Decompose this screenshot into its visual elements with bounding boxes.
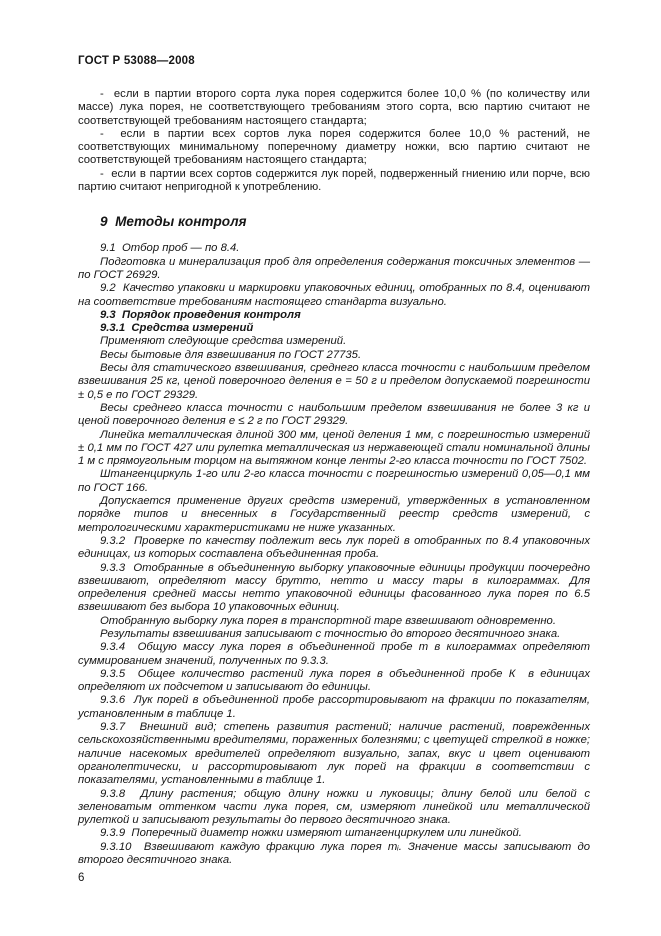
intro-paragraphs bbox=[78, 88, 590, 194]
paragraph: 9.3.9 Поперечный диаметр ножки измеряют штангенциркулем или линейкой. bbox=[100, 827, 522, 840]
paragraph: Весы для статического взвешивания, среднего класса точности с наибольшим пределом взвешивания 25 кг, ценой поверочного деления е = 50 г и пределом допускаемой погрешности ± 0,5 е по ГОСТ 29329. bbox=[78, 362, 590, 401]
section-paragraphs bbox=[78, 242, 590, 867]
paragraph: 9.3.8 Длину растения; общую длину ножки и луковицы; длину белой или белой с зеленоватым оттенком части лука порея, см, измеряют линейкой или металлической рулеткой и записывают результаты до первого десятичного знака. bbox=[78, 787, 590, 827]
paragraph: 9.3 Порядок проведения контроля bbox=[100, 308, 301, 321]
paragraph: 9.3.2 Проверке по качеству подлежит весь лук порей в отобранных по 8.4 упаковочных единицах, из которых составлена объединенная проба. bbox=[78, 534, 590, 561]
paragraph: 9.3.6 Лук порей в объединенной пробе рассортировывают на фракции по показателям, установленным в таблице 1. bbox=[78, 694, 590, 720]
document-content bbox=[78, 55, 590, 867]
paragraph: - если в партии всех сортов содержится лук порей, подверженный гниению или порче, всю партию считают непригодной к употреблению. bbox=[78, 167, 590, 194]
paragraph: 9.3.7 Внешний вид; степень развития растений; наличие растений, поврежденных сельскохозяйственными вредителями, пораженных болезнями; с цветущей стрелкой в ножке; наличие насекомых вредителей определяют визуально, запах, вкус и цвет оценивают органолептически, и рассортировывают лук порей на фракции в соответствии с показателями, установленными в таблице 1. bbox=[78, 721, 590, 787]
paragraph: Весы среднего класса точности с наибольшим пределом взвешивания не более 3 кг и ценой поверочного деления е ≤ 2 г по ГОСТ 29329. bbox=[78, 401, 590, 428]
paragraph: Штангенциркуль 1-го или 2-го класса точности с погрешностью измерений 0,05—0,1 мм по ГОСТ 166. bbox=[78, 468, 590, 494]
paragraph: 9.2 Качество упаковки и маркировки упаковочных единиц, отобранных по 8.4, оценивают на соответствие требованиям настоящего стандарта визуально. bbox=[78, 282, 590, 308]
paragraph: 9.3.1 Средства измерений bbox=[100, 322, 254, 335]
paragraph: 9.1 Отбор проб — по 8.4. bbox=[100, 242, 240, 255]
paragraph: - если в партии второго сорта лука порея содержится более 10,0 % (по количеству или массе) лука порея, не соответствующего требованиям этого сорта, всю партию считают не соответствующей требованиям настоящего стандарта; bbox=[78, 88, 590, 127]
section-heading: 9 Методы контроля bbox=[100, 214, 247, 230]
paragraph: Линейка металлическая длиной 300 мм, ценой деления 1 мм, с погрешностью измерений ± 0,1 мм по ГОСТ 427 или рулетка металлическая из нержавеющей стали номинальной длины 1 м с прямоугольным торцом на вытяжном конце ленты 2-го класса точности по ГОСТ 7502. bbox=[78, 428, 590, 468]
paragraph: 9.3.10 Взвешивают каждую фракцию лука порея mᵢ. Значение массы записывают до второго десятичного знака. bbox=[78, 840, 591, 867]
paragraph: Применяют следующие средства измерений. bbox=[100, 335, 347, 348]
paragraph: 9.3.5 Общее количество растений лука порея в объединенной пробе К в единицах определяют их подсчетом и записывают до единицы. bbox=[78, 667, 590, 694]
page-number: 6 bbox=[78, 872, 85, 884]
paragraph: 9.3.4 Общую массу лука порея в объединенной пробе m в килограммах определяют суммированием значений, полученных по 9.3.3. bbox=[78, 641, 590, 667]
document-standard-header: ГОСТ Р 53088—2008 bbox=[78, 55, 195, 67]
paragraph: Подготовка и минерализация проб для определения содержания токсичных элементов — по ГОСТ 26929. bbox=[78, 255, 590, 281]
paragraph: Результаты взвешивания записывают с точностью до второго десятичного знака. bbox=[100, 627, 561, 640]
paragraph: Допускается применение других средств измерений, утвержденных в установленном порядке типов и внесенных в Государственный реестр средств измерений, с метрологическими характеристиками не ниже указанных. bbox=[78, 495, 590, 534]
paragraph: Весы бытовые для взвешивания по ГОСТ 27735. bbox=[100, 348, 362, 361]
paragraph: Отобранную выборку лука порея в транспортной таре взвешивают одновременно. bbox=[100, 614, 556, 627]
paragraph: 9.3.3 Отобранные в объединенную выборку упаковочные единицы продукции поочередно взвешивают, определяют массу брутто, нетто и массу тары в килограммах. Для определения средней массы нетто упаковочной единицы фасованного лука порея по 6.5 взвешивают без выбора 10 упаковочных единиц. bbox=[78, 561, 590, 614]
paragraph: - если в партии всех сортов лука порея содержится более 10,0 % растений, не соответствующих минимальному поперечному диаметру ножки, всю партию считают не соответствующей требованиям настоящего стандарта; bbox=[78, 127, 590, 167]
